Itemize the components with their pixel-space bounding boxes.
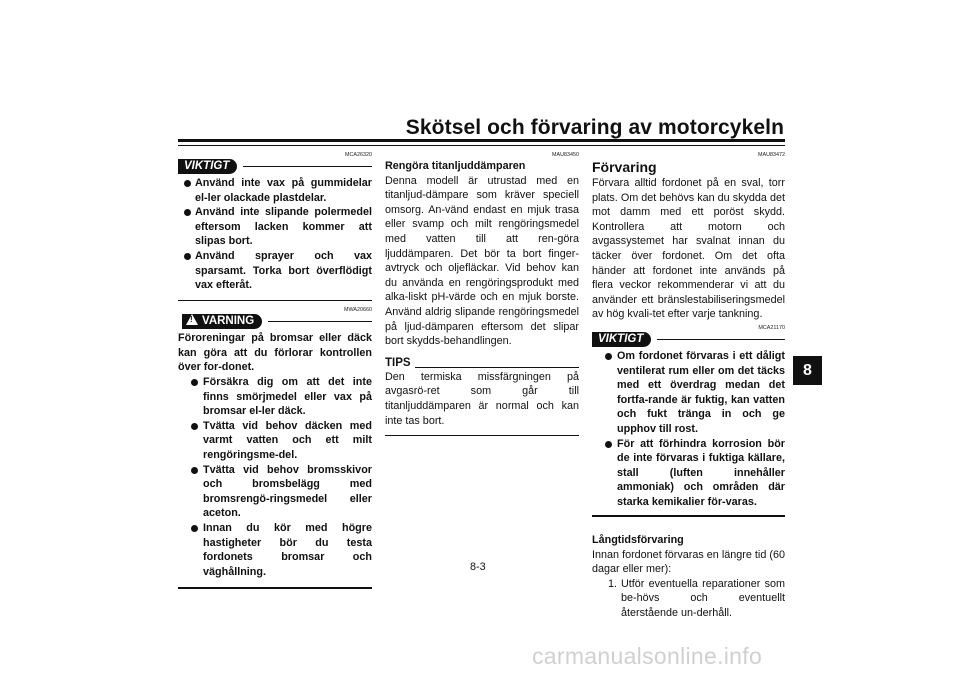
list-item: Använd sprayer och vax sparsamt. Torka bort överflödigt vax efteråt. [178,249,372,293]
warning-badge [182,314,262,329]
chapter-tab: 8 [793,356,822,385]
notice-code: MCA26320 [345,152,372,158]
section-body: Denna modell är utrustad med en titanljud-dämpare som kräver speciell omsorg. An-vänd endast en mjuk trasa eller svamp och milt rengöringsmedel med vatten till att ren-göra ljuddämparen. Det bör ta bort finger-avtryck och oljefläckar. Vid behov kan du använda en rengöringsprodukt med alka-liskt pH-värde och en mjuk borste. Använd aldrig slipande rengöringsmedel på ljud-dämparen eftersom det slipar bort skydds-behandlingen. [385,174,579,348]
tips-end-rule [385,435,579,436]
warning-code: MWA20660 [344,307,372,314]
notice-label: VIKTIGT [592,332,651,347]
tips-header-line [415,367,579,368]
subsection-body: Innan fordonet förvaras en längre tid (60 dagar eller mer): [592,548,785,576]
step-number: 1. [607,577,617,590]
header-rule-thin [178,145,785,146]
section-body: Förvara alltid fordonet på en sval, torr plats. Om det behövs kan du skydda det mot damm med ett poröst skydd. Kontrollera att motorn och avgassystemet har svalnat innan du täcker över fordonet. Om det ofta händer att fordonet inte används på flera veckor rekommenderar vi att du använder ett bränslestabiliseringsmedel av hög kvali-tet efter varje tankning. [592,177,785,321]
notice-header-line [243,166,372,167]
list-item: Tvätta vid behov däcken med varmt vatten och ett milt rengöringsme-del. [178,419,372,463]
notice-list [178,176,372,293]
column-3 [592,152,785,621]
notice-header [178,159,372,174]
list-item: Om fordonet förvaras i ett dåligt ventilerat rum eller om det täcks med ett överdrag medan det fortfa-rande är fuktig, kan vatten och fukt tränga in och ge upphov till rost. [592,349,785,437]
page-number: 8-3 [470,561,486,573]
header-rule [178,139,785,142]
list-item: Använd inte vax på gummidelar el-ler olackade plastdelar. [178,176,372,205]
warning-text: Föroreningar på bromsar eller däck kan göra att du förlorar kontrollen över for-donet. [178,332,372,374]
step-item [592,577,785,621]
section-code: MAU83472 [758,152,785,158]
step-text: Utför eventuella reparationer som be-hövs och eventuellt återstående un-derhåll. [621,577,785,619]
section-code: MAU83450 [552,152,579,158]
tips-label: TIPS [385,356,411,369]
tips-text: Den termiska missfärgningen på avgasrö-ret som går till titanljuddämparen är normal och kan inte tas bort. [385,370,579,427]
warning-triangle-icon [186,314,198,325]
warning-header-line [268,321,372,322]
list-item: Tvätta vid behov bromsskivor och bromsbelägg med bromsrengö-ringsmedel eller aceton. [178,463,372,521]
column-2 [385,152,579,436]
notice-end-rule [592,515,785,517]
notice-code: MCA21170 [758,324,785,331]
warning-list [178,375,372,579]
notice-list [592,349,785,510]
notice-header [592,332,785,347]
list-item: Försäkra dig om att det inte finns smörjmedel eller vax på bromsar el-ler däck. [178,375,372,419]
tips-header [385,356,579,370]
page-title: Skötsel och förvaring av motorcykeln [405,116,784,139]
notice-header-line [657,339,785,340]
list-item: Innan du kör med högre hastigheter bör du testa fordonets bromsar och väghållning. [178,521,372,579]
watermark: carmanualsonline.info [532,643,763,669]
section-heading: Förvaring [592,159,657,175]
notice-label: VIKTIGT [178,159,237,174]
warning-header [178,314,372,329]
warning-end-rule [178,587,372,589]
column-1 [178,152,372,589]
list-item: För att förhindra korrosion bör de inte förvaras i fuktiga källare, stall (luften innehåller ammoniak) och områden där starka kemikalier för-varas. [592,437,785,510]
subsection-heading: Långtidsförvaring [592,533,684,546]
warning-label: VARNING [202,315,255,328]
section-heading: Rengöra titanljuddämparen [385,160,526,172]
notice-end-rule [178,300,372,302]
list-item: Använd inte slipande polermedel eftersom lacken kommer att slipas bort. [178,205,372,249]
